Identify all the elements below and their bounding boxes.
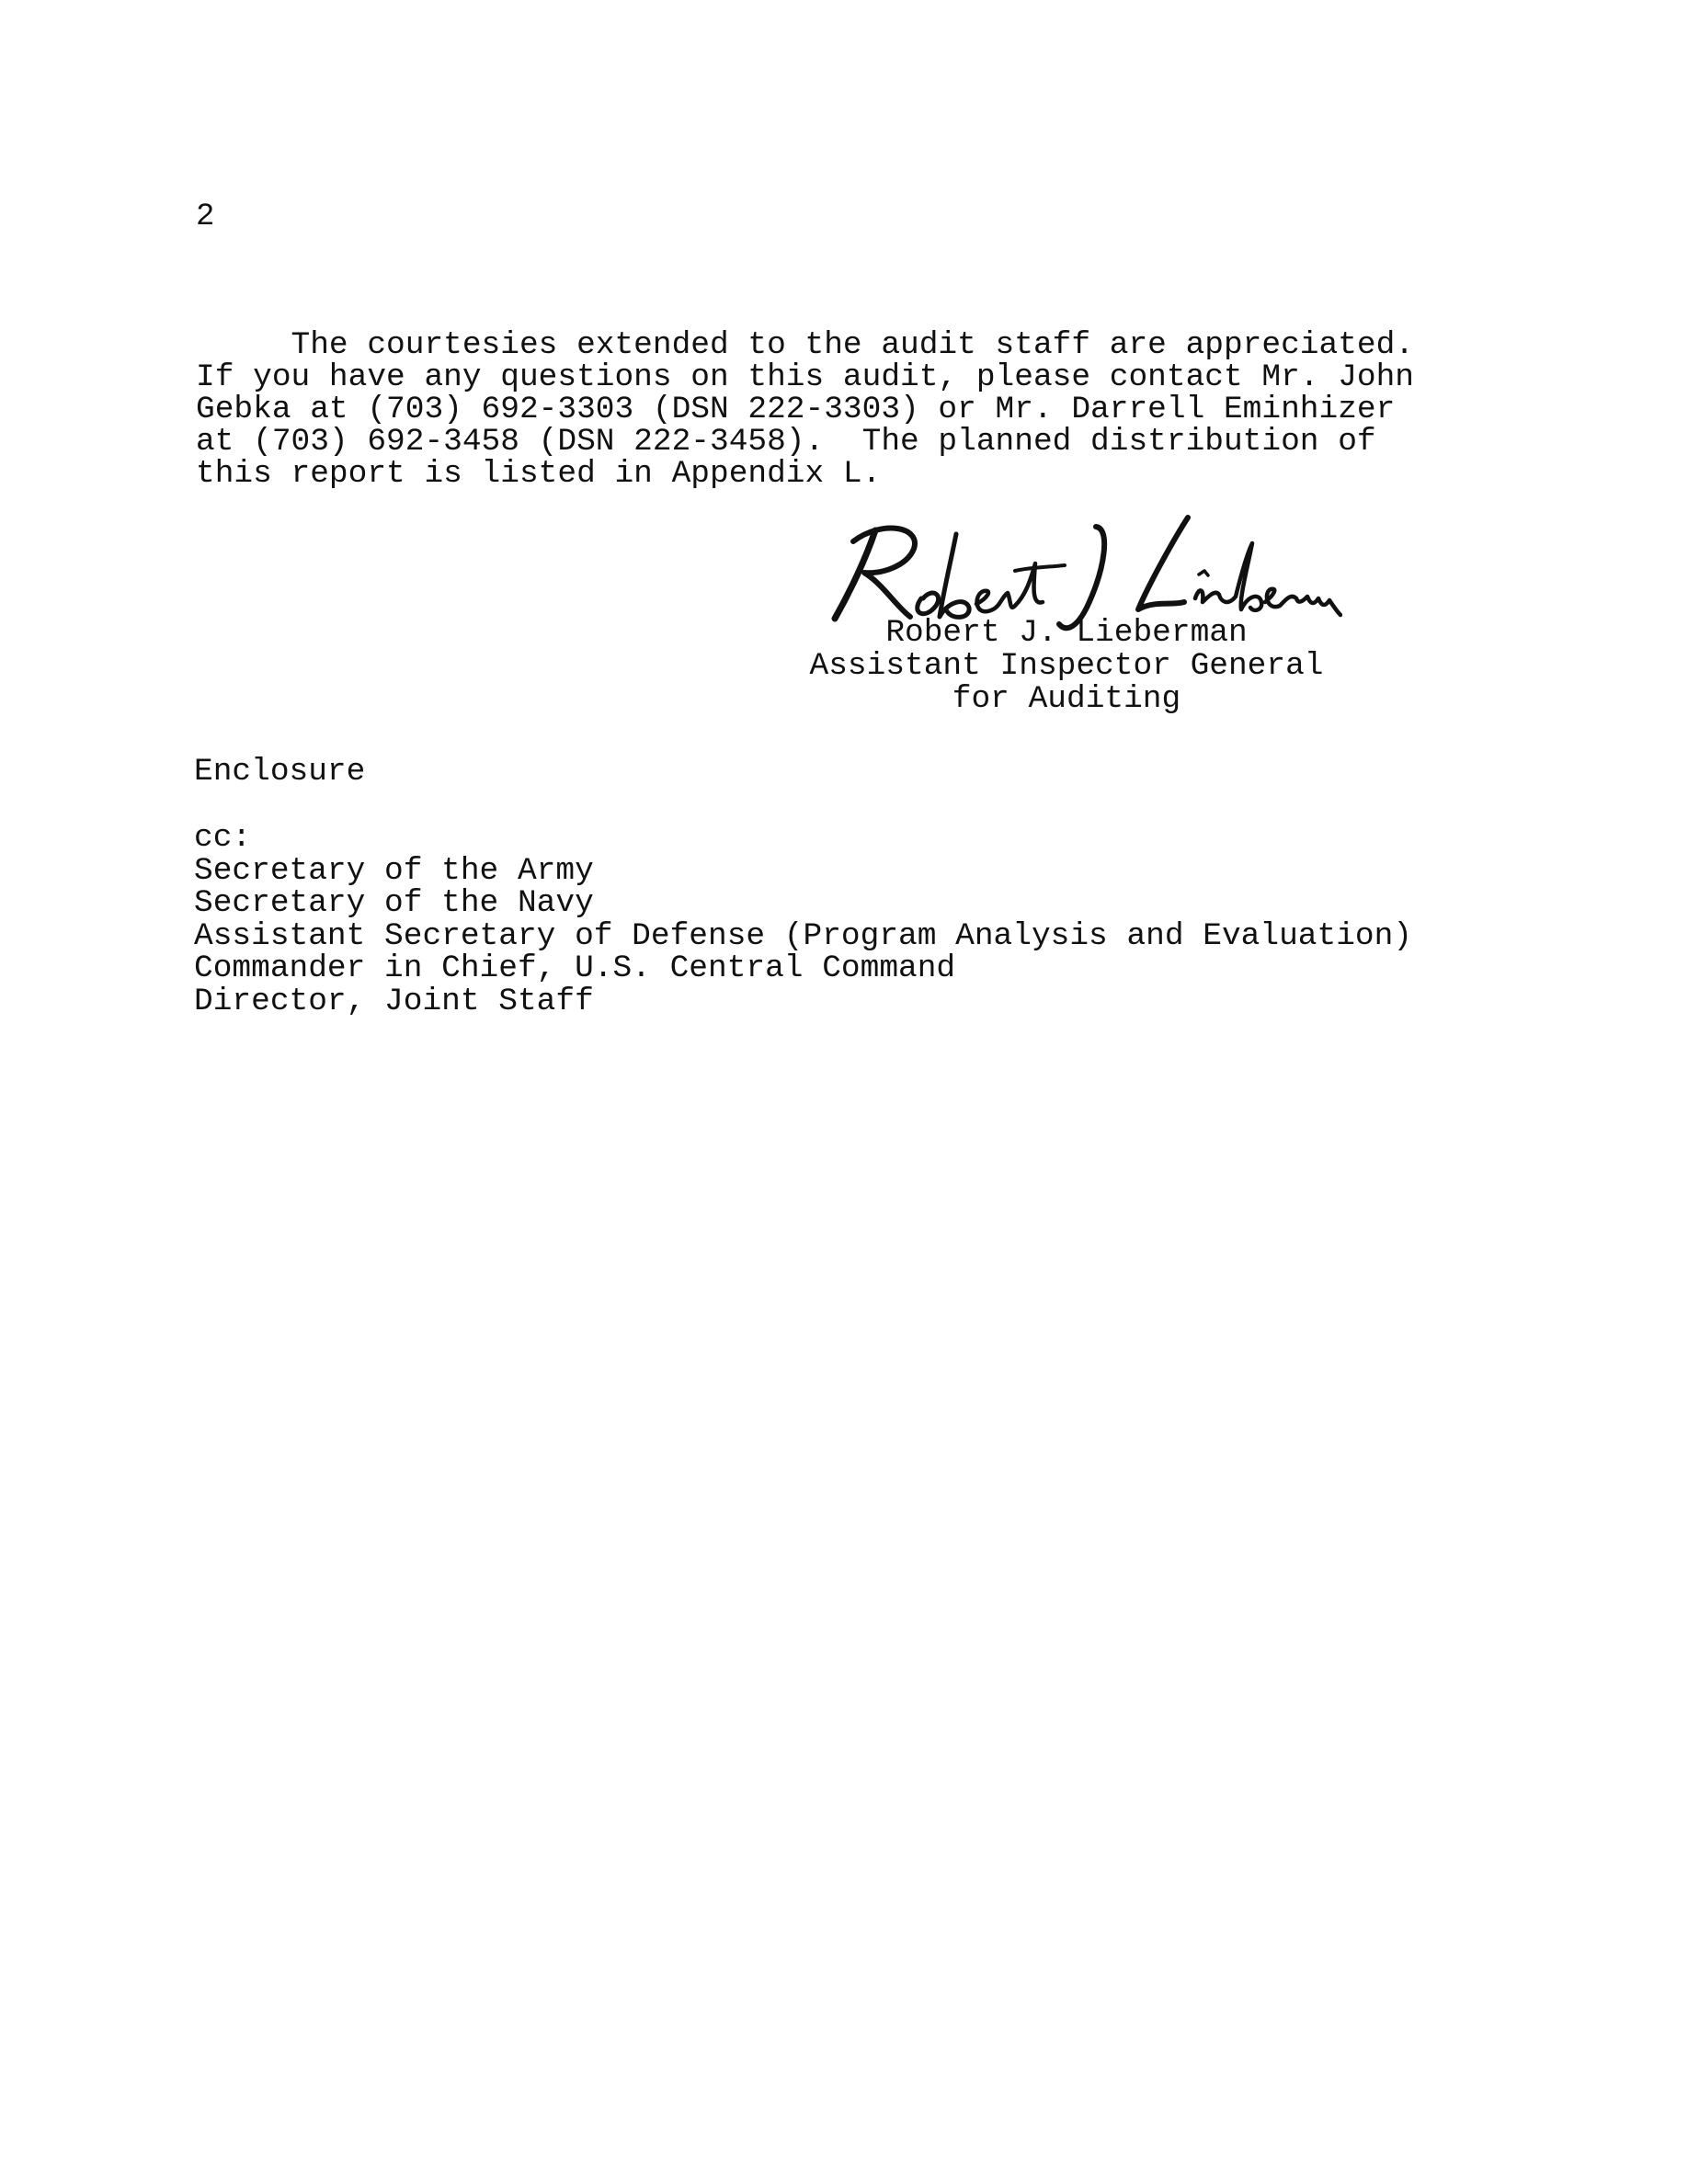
- signer-title-continued: for Auditing: [952, 681, 1181, 717]
- body-line: The courtesies extended to the audit staff are appreciated.: [196, 327, 1415, 363]
- page-number: 2: [196, 199, 215, 234]
- body-line: Gebka at (703) 692-3303 (DSN 222-3303) or Mr. Darrell Eminhizer: [196, 392, 1396, 427]
- cc-recipient: Secretary of the Navy: [194, 885, 594, 921]
- signature-block: [791, 617, 1342, 716]
- body-line: If you have any questions on this audit, please contact Mr. John: [196, 359, 1415, 395]
- cc-recipient: Secretary of the Army: [194, 852, 594, 889]
- cc-recipient: Commander in Chief, U.S. Central Command: [194, 950, 956, 986]
- cc-list: [194, 822, 1412, 1018]
- body-paragraph: [196, 329, 1414, 490]
- cc-recipient: Director, Joint Staff: [194, 983, 594, 1019]
- body-line: this report is listed in Appendix L.: [196, 456, 882, 492]
- cc-recipient: Assistant Secretary of Defense (Program Analysis and Evaluation): [194, 917, 1413, 954]
- cc-label: cc:: [194, 820, 252, 856]
- signer-title: Assistant Inspector General: [809, 648, 1324, 684]
- body-line: at (703) 692-3458 (DSN 222-3458). The planned distribution of: [196, 424, 1376, 460]
- enclosure-label: Enclosure: [194, 754, 366, 790]
- signer-name: Robert J. Lieberman: [885, 615, 1248, 651]
